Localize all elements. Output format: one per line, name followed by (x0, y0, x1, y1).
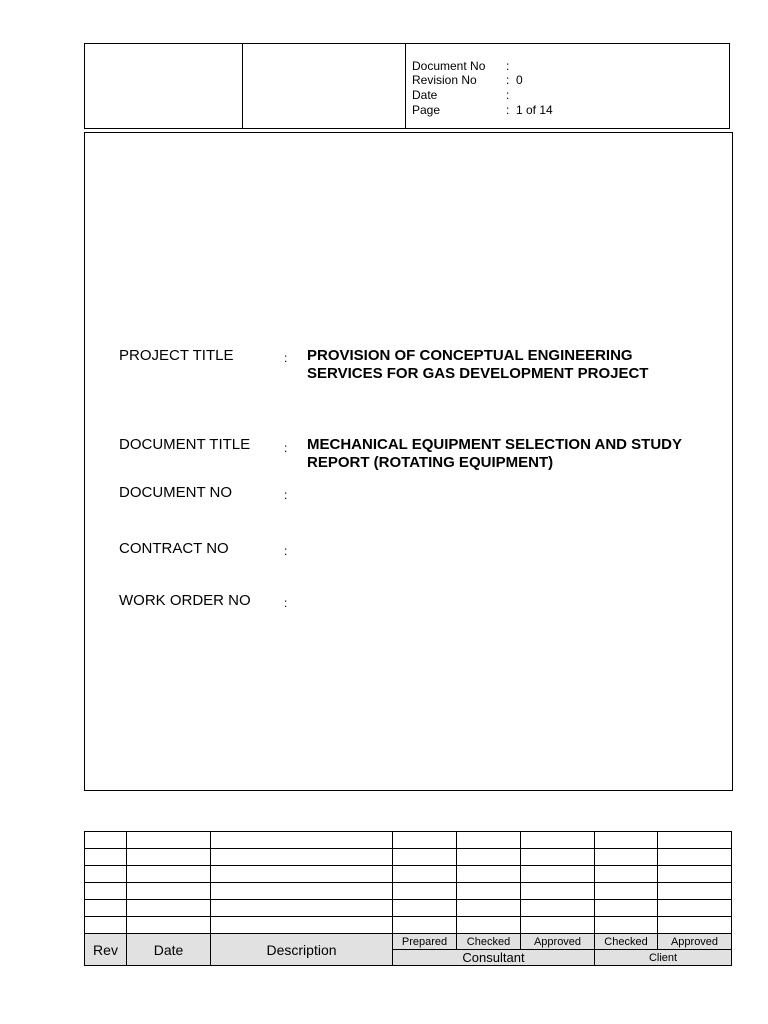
table-row (85, 900, 732, 917)
table-row (85, 917, 732, 934)
contract-no-colon: : (284, 544, 288, 558)
checked-header: Checked (457, 934, 521, 950)
document-header (84, 43, 730, 129)
meta-value: 0 (516, 73, 523, 87)
project-title-value (307, 347, 707, 383)
header-logo-cell (85, 44, 243, 128)
meta-document-no (412, 59, 516, 73)
consultant-header: Consultant (393, 950, 595, 966)
project-title-colon: : (284, 351, 288, 365)
header-meta-cell (406, 44, 729, 128)
table-row (85, 832, 732, 849)
meta-label: Document No (412, 59, 486, 73)
meta-colon: : (506, 73, 510, 87)
document-title-line: REPORT (ROTATING EQUIPMENT) (307, 454, 554, 471)
client-approved-header: Approved (658, 934, 732, 950)
approved-header: Approved (521, 934, 595, 950)
meta-label: Page (412, 103, 441, 117)
meta-colon: : (506, 103, 510, 117)
project-title-line: SERVICES FOR GAS DEVELOPMENT PROJECT (307, 365, 649, 382)
prepared-header: Prepared (393, 934, 457, 950)
header-title-cell (243, 44, 406, 128)
document-title-colon: : (284, 441, 288, 455)
contract-no-label: CONTRACT NO (119, 540, 229, 557)
revision-table (84, 831, 732, 966)
meta-label: Revision No (412, 73, 477, 87)
client-header: Client (595, 950, 732, 966)
client-checked-header: Checked (595, 934, 658, 950)
meta-value: 1 of 14 (516, 103, 553, 117)
cover-body (84, 132, 733, 791)
document-no-colon: : (284, 488, 288, 502)
date-header: Date (127, 934, 211, 966)
meta-label: Date (412, 88, 438, 102)
document-title-line: MECHANICAL EQUIPMENT SELECTION AND STUDY (307, 436, 683, 453)
description-header: Description (211, 934, 393, 966)
meta-revision-no (412, 73, 523, 87)
table-row (85, 883, 732, 900)
meta-colon: : (506, 59, 510, 73)
work-order-no-label: WORK ORDER NO (119, 592, 251, 609)
work-order-no-colon: : (284, 596, 288, 610)
document-title-value (307, 436, 707, 472)
document-title-label: DOCUMENT TITLE (119, 436, 251, 453)
rev-header: Rev (85, 934, 127, 966)
project-title-label: PROJECT TITLE (119, 347, 234, 364)
project-title-line: PROVISION OF CONCEPTUAL ENGINEERING (307, 347, 633, 364)
meta-colon: : (506, 88, 510, 102)
table-row (85, 866, 732, 883)
document-no-label: DOCUMENT NO (119, 484, 233, 501)
table-header-row (85, 934, 732, 950)
table-row (85, 849, 732, 866)
meta-page (412, 103, 553, 117)
meta-date (412, 88, 516, 102)
